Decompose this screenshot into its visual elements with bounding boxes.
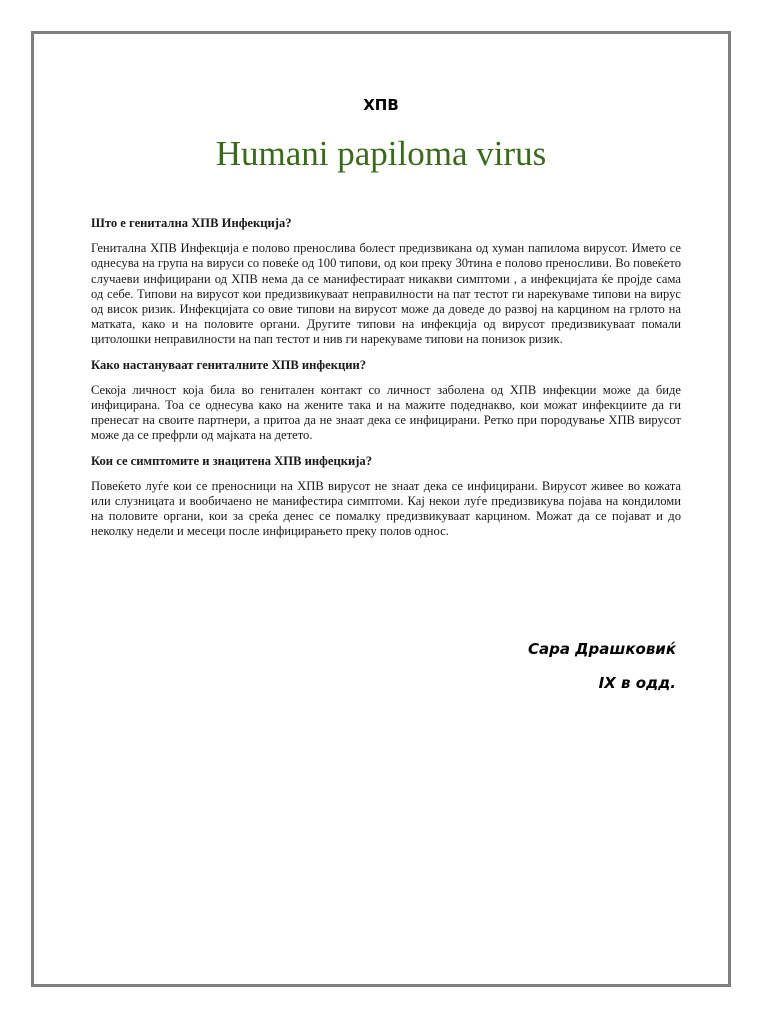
section-symptoms — [91, 454, 681, 540]
document-title: Humani papiloma virus — [215, 134, 547, 173]
section-what-is — [91, 216, 681, 348]
section-paragraph: Генитална ХПВ Инфекција е полово преносливa болест предизвикана од хуман папилома вирусот. Името се однесува на група на вируси со повеќе од 100 типови, од кои преку 30тина е полово преносливи. Во повеќето случаеви инфицирани од ХПВ нема да се манифестираат никакви симптоми , а инфекцијата ќе пројде сама од себе. Типови на вирусот кои предизвикуваат неправилности на пат тестот ги нарекуваме типови на вирус од висок ризик. Инфекцијата со овие типови на вирусот може да доведе до развој на карцином на грлото на матката, како и на половите органи. Другите типови на инфекција од вирусот предизвикуваат помали цитолошки неправилности на пап тестот и нив ги нарекуваме типови на понизок ризик. — [91, 241, 681, 347]
author-name: Сара Драшковиќ — [527, 640, 676, 658]
section-heading: Кои се симптомите и знацитена ХПВ инфецкија? — [91, 453, 373, 468]
document-abbreviation: ХПВ — [363, 96, 399, 114]
section-heading: Што е генитална ХПВ Инфекција? — [91, 216, 292, 230]
document-body — [91, 216, 681, 550]
document-page — [31, 31, 731, 987]
author-signature — [528, 639, 676, 707]
author-class: IX в одд. — [598, 674, 676, 692]
section-paragraph: Секоја личност која била во генитален контакт со личност заболена од ХПВ инфекции може да биде инфицирана. Тоа се однесува како на жените така и на мажите подеднакво, кои можат инфекциите да ги пренесат на своите партнери, а притоа да не знаат дека се инфицирани. Ретко при породување ХПВ вирусот може да се префрли од мајката на детето. — [91, 382, 681, 443]
section-how-it-spreads — [91, 358, 681, 444]
section-heading: Како настануваат гениталните ХПВ инфекции? — [91, 357, 367, 372]
section-paragraph: Повеќето луѓе кои се преносници на ХПВ вирусот не знаат дека се инфицирани. Вирусот живее во кожата или слузницата и вообичаено не манифестира симптоми. Кај некои луѓе предизвикува појава на кондиломи на половите органи, кои за среќа денес се помалку предизвикуваат карцином. Можат да се појават и до неколку недели и месеци после инфицирањето преку полов однос. — [91, 478, 681, 539]
